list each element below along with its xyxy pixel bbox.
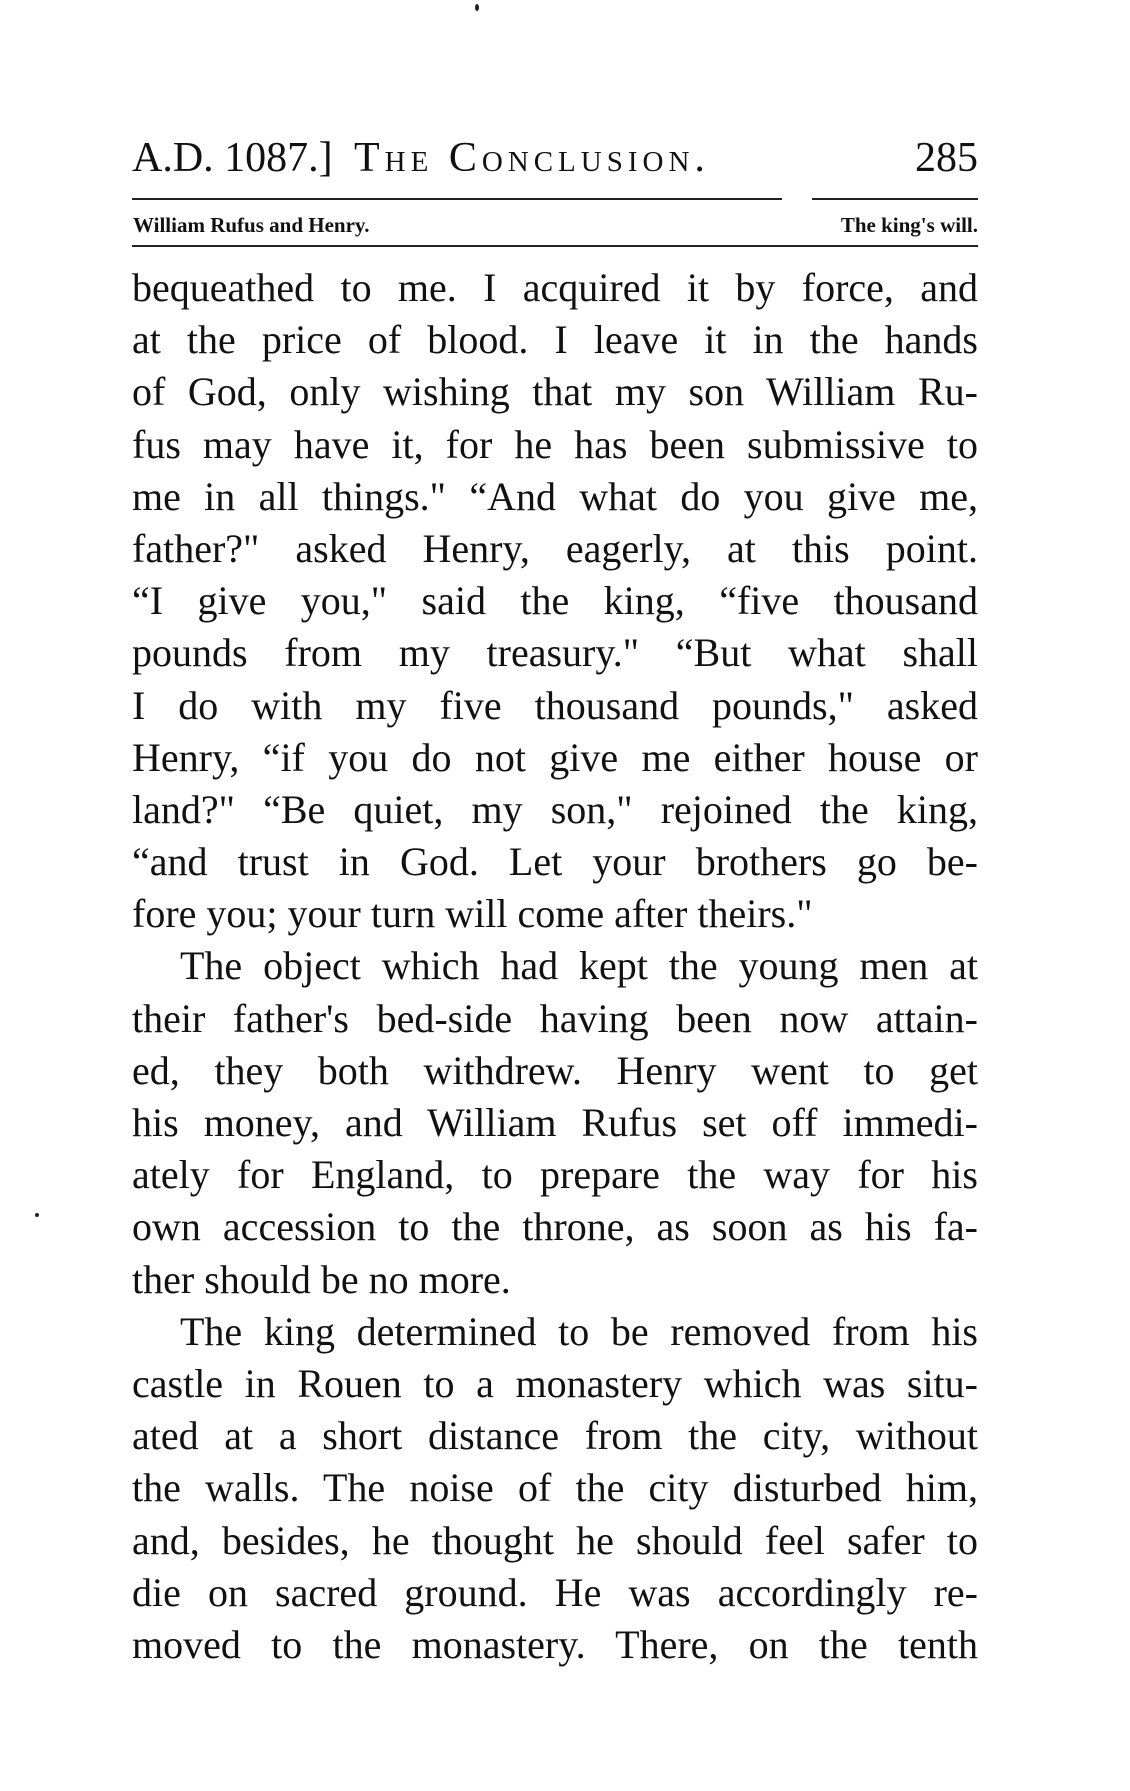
text-line: bequeathed to me. I acquired it by force, and	[132, 265, 978, 310]
text-line: “and trust in God. Let your brothers go be-	[132, 839, 978, 885]
text-line: die on sacred ground. He was accordingly re-	[132, 1569, 978, 1615]
text-line: his money, and William Rufus set off immedi-	[132, 1100, 978, 1145]
subheader-rule	[132, 245, 978, 247]
section-subheading: William Rufus and Henry.	[133, 213, 370, 237]
margin-speck	[35, 1213, 39, 1217]
text-line-with-emphasis: me in all things." “And what do you give me,	[132, 473, 978, 519]
chapter-title: The Conclusion.	[354, 135, 710, 181]
text-line: of God, only wishing that my son William Ru-	[132, 369, 978, 415]
body-text	[132, 262, 978, 1671]
text-line: fus may have it, for he has been submissive to	[132, 421, 978, 467]
text-line: the walls. The noise of the city disturbed him,	[132, 1465, 978, 1511]
text-line: “I give you," said the king, “five thousand	[132, 578, 978, 624]
text-line: castle in Rouen to a monastery which was situ-	[132, 1360, 978, 1406]
text-line: and, besides, he thought he should feel safer to	[132, 1517, 978, 1563]
paragraph-end-line: fore you; your turn will come after theirs."	[132, 891, 813, 937]
text-line: ed, they both withdrew. Henry went to get	[132, 1047, 978, 1093]
running-header	[132, 128, 978, 188]
header-rule-left	[132, 198, 782, 200]
text-line: ately for England, to prepare the way for his	[132, 1152, 978, 1198]
text-line: moved to the monastery. There, on the tenth	[132, 1621, 978, 1667]
paragraph-end-line: ther should be no more.	[132, 1256, 511, 1302]
text-line: at the price of blood. I leave it in the hands	[132, 317, 978, 363]
text-line: land?" “Be quiet, my son," rejoined the king,	[132, 786, 978, 832]
marginal-subheading: The king's will.	[840, 213, 978, 237]
text-line: ated at a short distance from the city, without	[132, 1413, 978, 1459]
text-line: I do with my five thousand pounds," asked	[132, 682, 978, 728]
paragraph-start-line: The king determined to be removed from his	[180, 1308, 978, 1354]
text-line: own accession to the throne, as soon as his fa-	[132, 1204, 978, 1250]
text-line: Henry, “if you do not give me either house or	[132, 734, 978, 780]
printing-mark	[475, 4, 479, 11]
paragraph-start-line: The object which had kept the young men at	[180, 943, 978, 989]
text-line: pounds from my treasury." “But what shall	[132, 630, 978, 676]
text-line: father?" asked Henry, eagerly, at this point.	[132, 525, 978, 571]
header-date: A.D. 1087.]	[132, 135, 333, 181]
header-rule-right	[812, 198, 978, 200]
text-line: their father's bed-side having been now attain-	[132, 995, 978, 1041]
page-number: 285	[915, 135, 978, 181]
